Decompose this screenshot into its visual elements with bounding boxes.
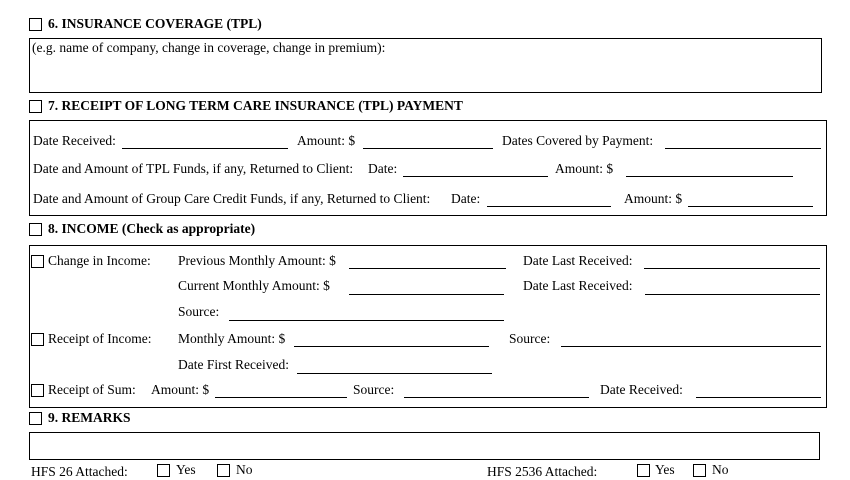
receipt-of-sum-label: Receipt of Sum: <box>48 382 136 397</box>
s7-group-returned-label: Date and Amount of Group Care Credit Funds, if any, Returned to Client: <box>33 191 431 206</box>
hfs26-yes-label: Yes <box>176 462 196 477</box>
s7-tpl-amount-field[interactable] <box>626 176 793 177</box>
source-field[interactable] <box>229 320 504 321</box>
hfs2536-yes-checkbox[interactable] <box>637 464 650 477</box>
hfs26-no-label: No <box>236 462 253 477</box>
source-2-field[interactable] <box>561 346 821 347</box>
s7-tpl-amount-label: Amount: $ <box>555 161 614 176</box>
s7-tpl-date-label: Date: <box>368 161 398 176</box>
insurance-coverage-checkbox[interactable] <box>29 18 42 31</box>
change-in-income-checkbox[interactable] <box>31 255 44 268</box>
section-9-title: 9. REMARKS <box>48 410 131 425</box>
source-label: Source: <box>178 304 220 319</box>
curr-monthly-field[interactable] <box>349 294 504 295</box>
remarks-textarea[interactable] <box>29 432 820 460</box>
source-2-label: Source: <box>509 331 551 346</box>
s7-group-date-label: Date: <box>451 191 481 206</box>
prev-monthly-label: Previous Monthly Amount: $ <box>178 253 336 268</box>
source-3-field[interactable] <box>404 397 589 398</box>
hfs26-label: HFS 26 Attached: <box>31 464 128 479</box>
monthly-amount-field[interactable] <box>294 346 489 347</box>
s7-dates-covered-label: Dates Covered by Payment: <box>502 133 654 148</box>
date-last-received-label: Date Last Received: <box>523 253 633 268</box>
curr-monthly-label: Current Monthly Amount: $ <box>178 278 330 293</box>
sum-date-received-field[interactable] <box>696 397 821 398</box>
hfs26-yes-checkbox[interactable] <box>157 464 170 477</box>
tpl-payment-checkbox[interactable] <box>29 100 42 113</box>
sum-amount-label: Amount: $ <box>151 382 210 397</box>
s7-date-received-field[interactable] <box>122 148 288 149</box>
receipt-of-income-label: Receipt of Income: <box>48 331 152 346</box>
hfs2536-no-checkbox[interactable] <box>693 464 706 477</box>
prev-monthly-field[interactable] <box>349 268 506 269</box>
income-checkbox[interactable] <box>29 223 42 236</box>
hfs2536-no-label: No <box>712 462 729 477</box>
sum-amount-field[interactable] <box>215 397 347 398</box>
s7-date-received-label: Date Received: <box>33 133 116 148</box>
date-last-received-field[interactable] <box>644 268 820 269</box>
sum-date-received-label: Date Received: <box>600 382 683 397</box>
date-last-received-2-field[interactable] <box>645 294 820 295</box>
s7-tpl-date-field[interactable] <box>403 176 548 177</box>
date-first-received-label: Date First Received: <box>178 357 289 372</box>
date-first-received-field[interactable] <box>297 373 492 374</box>
s7-amount-field[interactable] <box>363 148 493 149</box>
s7-group-amount-field[interactable] <box>688 206 813 207</box>
s7-tpl-returned-label: Date and Amount of TPL Funds, if any, Returned to Client: <box>33 161 354 176</box>
s7-group-date-field[interactable] <box>487 206 611 207</box>
hfs26-no-checkbox[interactable] <box>217 464 230 477</box>
receipt-of-sum-checkbox[interactable] <box>31 384 44 397</box>
section-8-title: 8. INCOME (Check as appropriate) <box>48 221 256 236</box>
hfs2536-label: HFS 2536 Attached: <box>487 464 598 479</box>
remarks-checkbox[interactable] <box>29 412 42 425</box>
change-in-income-label: Change in Income: <box>48 253 151 268</box>
receipt-of-income-checkbox[interactable] <box>31 333 44 346</box>
date-last-received-2-label: Date Last Received: <box>523 278 633 293</box>
source-3-label: Source: <box>353 382 395 397</box>
s7-dates-covered-field[interactable] <box>665 148 821 149</box>
s7-group-amount-label: Amount: $ <box>624 191 683 206</box>
hfs2536-yes-label: Yes <box>655 462 675 477</box>
section-7-title: 7. RECEIPT OF LONG TERM CARE INSURANCE (TPL) PAYMENT <box>48 98 463 113</box>
monthly-amount-label: Monthly Amount: $ <box>178 331 286 346</box>
section-6-title: 6. INSURANCE COVERAGE (TPL) <box>48 16 262 31</box>
section-8-box <box>29 245 827 408</box>
insurance-coverage-hint: (e.g. name of company, change in coverage, change in premium): <box>32 40 386 55</box>
s7-amount-label: Amount: $ <box>297 133 356 148</box>
